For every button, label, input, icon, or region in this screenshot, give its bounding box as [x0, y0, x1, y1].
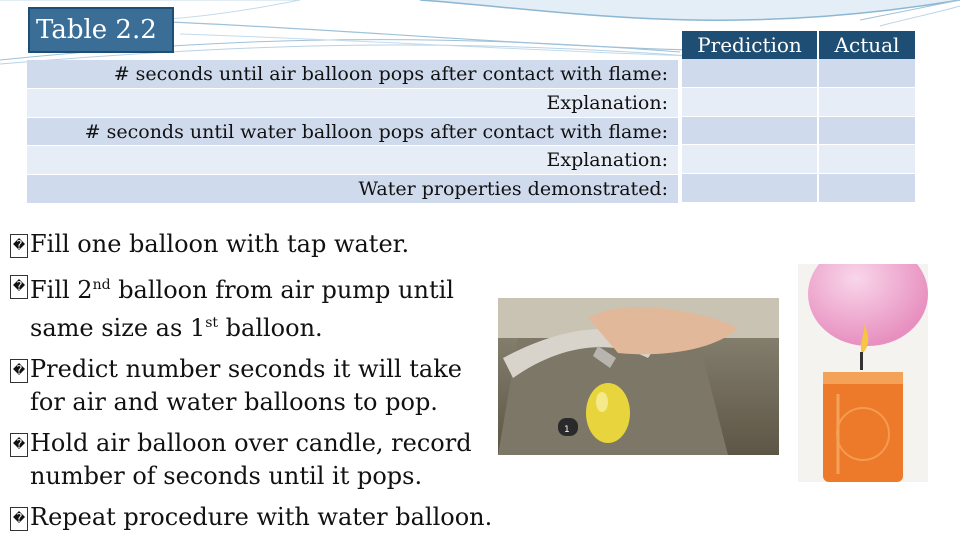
prediction-cell[interactable]: [682, 145, 819, 173]
table-row: [682, 117, 915, 146]
table-row: [682, 174, 915, 203]
table-row: [682, 145, 915, 174]
bullet-marker-icon: �: [10, 507, 28, 531]
slide-title: Table 2.2: [28, 7, 174, 53]
actual-cell[interactable]: [819, 117, 915, 145]
prediction-cell[interactable]: [682, 174, 819, 202]
table-row: [682, 59, 915, 88]
actual-cell[interactable]: [819, 59, 915, 87]
prediction-actual-table: [682, 31, 915, 203]
table-row-label: Explanation:: [27, 146, 678, 175]
bullet-marker-icon: �: [10, 275, 28, 299]
procedure-list: [10, 228, 500, 542]
bullet-marker-icon: �: [10, 234, 28, 258]
question-table: [27, 60, 678, 204]
table-row-label: Water properties demonstrated:: [27, 175, 678, 204]
actual-cell[interactable]: [819, 145, 915, 173]
list-item: � Hold air balloon over candle, record number of seconds until it pops.: [10, 427, 500, 493]
prediction-cell[interactable]: [682, 117, 819, 145]
candle-balloon-photo: [798, 264, 928, 482]
table-row-label: Explanation:: [27, 89, 678, 118]
table-row-label: # seconds until air balloon pops after contact with flame:: [27, 60, 678, 89]
prediction-cell[interactable]: [682, 88, 819, 116]
column-header-actual: Actual: [834, 33, 900, 57]
bullet-marker-icon: �: [10, 359, 28, 383]
table-row: [682, 88, 915, 117]
table-header: [682, 31, 915, 59]
table-row-label: # seconds until water balloon pops after contact with flame:: [27, 118, 678, 147]
prediction-cell[interactable]: [682, 59, 819, 87]
list-item: � Fill 2nd balloon from air pump until same size as 1st balloon.: [10, 269, 500, 345]
sink-balloon-photo: [498, 298, 779, 455]
photo-label: 1: [564, 425, 570, 435]
actual-cell[interactable]: [819, 174, 915, 202]
list-item: � Predict number seconds it will take for air and water balloons to pop.: [10, 353, 500, 419]
actual-cell[interactable]: [819, 88, 915, 116]
list-item: � Fill one balloon with tap water.: [10, 228, 500, 261]
column-header-prediction: Prediction: [682, 31, 819, 59]
bullet-marker-icon: �: [10, 433, 28, 457]
list-item: � Repeat procedure with water balloon.: [10, 501, 500, 534]
